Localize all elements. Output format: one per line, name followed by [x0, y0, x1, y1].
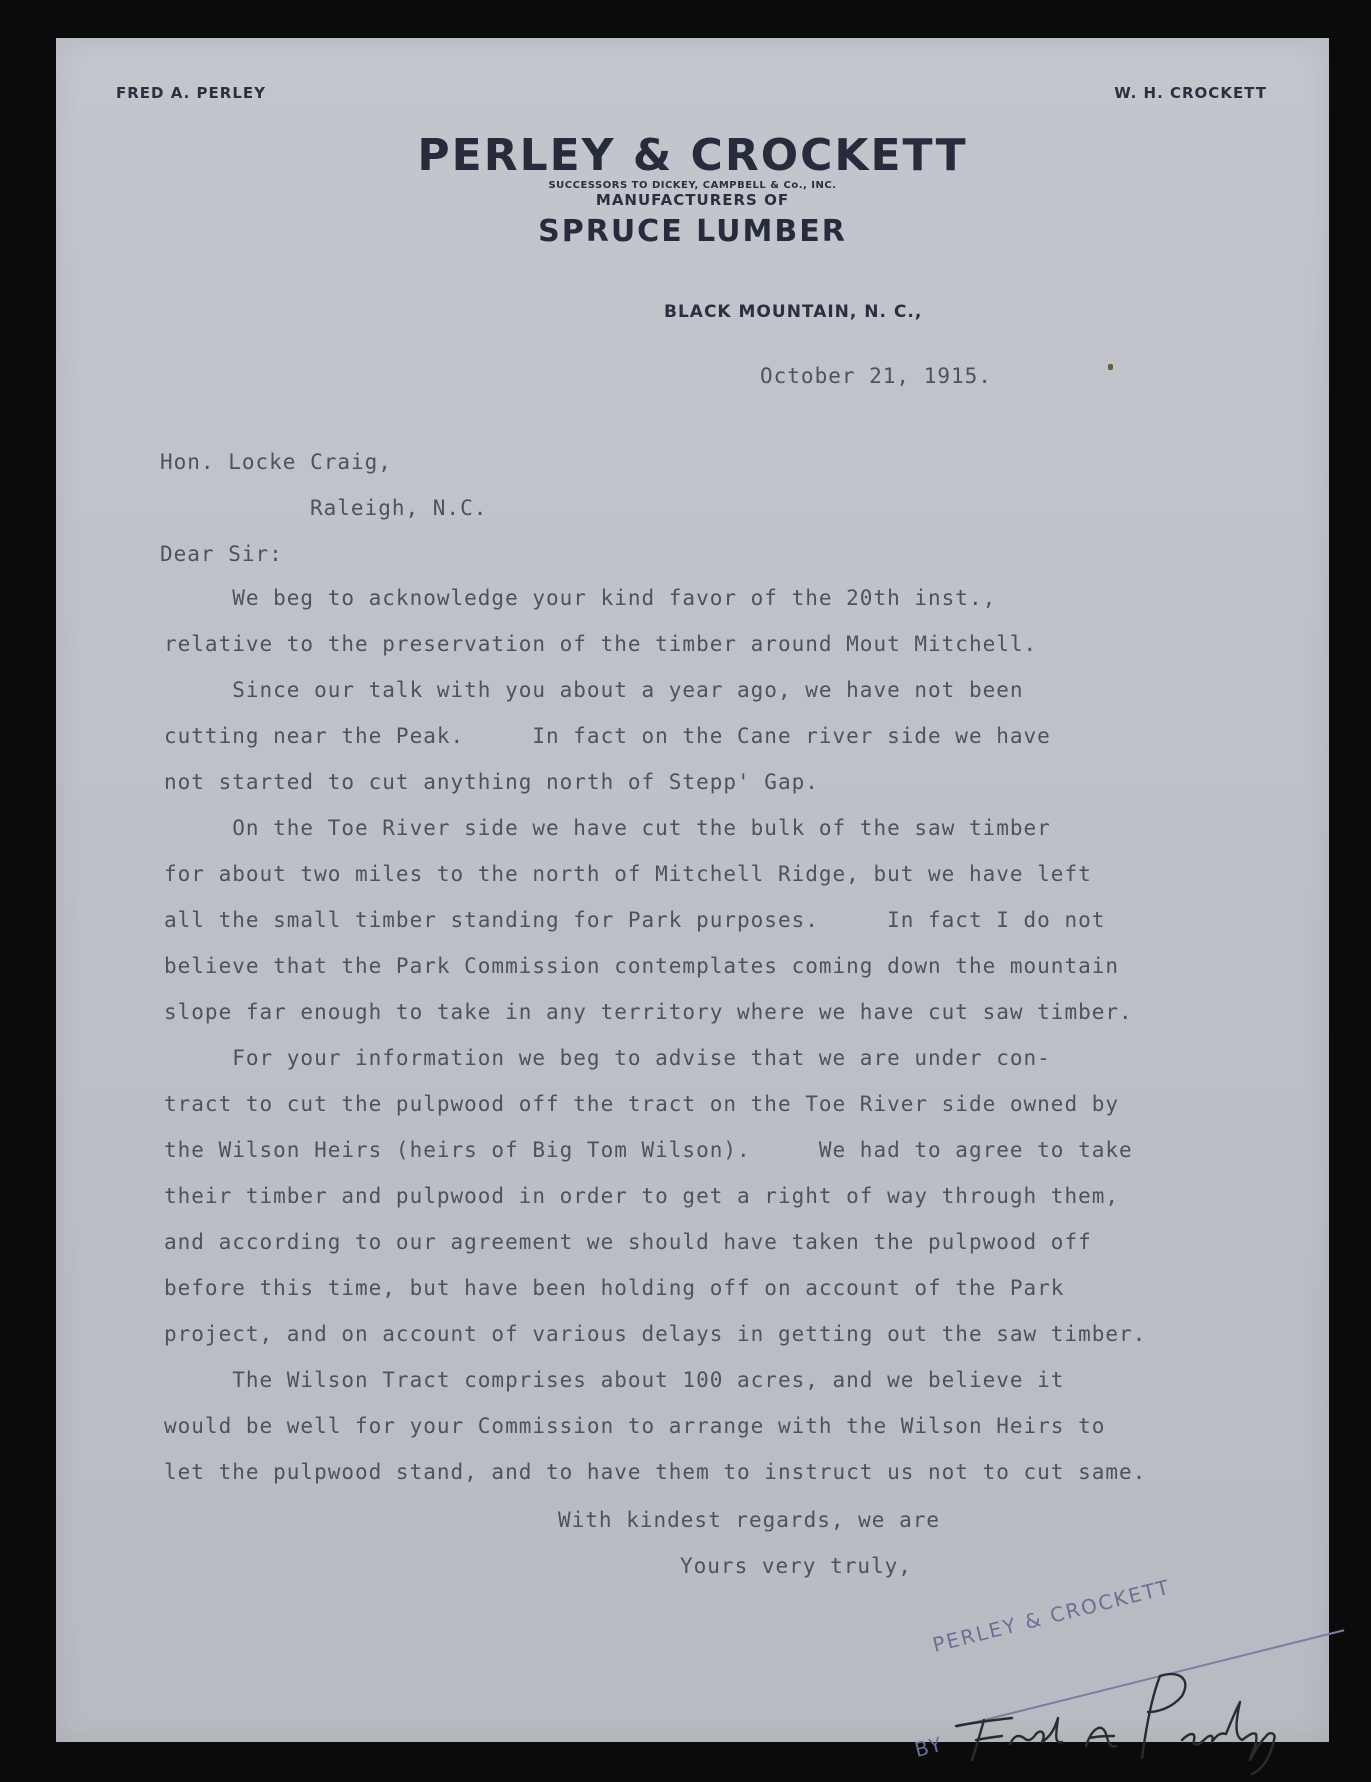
- body-line: for about two miles to the north of Mitchell Ridge, but we have left: [164, 862, 1092, 886]
- body-line: all the small timber standing for Park purposes. In fact I do not: [164, 908, 1106, 932]
- letter-page: [56, 38, 1329, 1762]
- handwritten-signature: [946, 1648, 1326, 1778]
- successors-line: SUCCESSORS TO DICKEY, CAMPBELL & Co., INC.: [548, 180, 837, 191]
- body-line: let the pulpwood stand, and to have them to instruct us not to cut same.: [164, 1460, 1147, 1484]
- body-line: would be well for your Commission to arrange with the Wilson Heirs to: [164, 1414, 1106, 1438]
- body-line: For your information we beg to advise that we are under con-: [164, 1046, 1051, 1070]
- closing-signoff: Yours very truly,: [680, 1554, 912, 1578]
- recipient-name: Hon. Locke Craig,: [160, 450, 392, 474]
- body-line: The Wilson Tract comprises about 100 acres, and we believe it: [164, 1368, 1065, 1392]
- recipient-city: Raleigh, N.C.: [310, 496, 488, 520]
- letterhead-city: BLACK MOUNTAIN, N. C.,: [664, 302, 923, 322]
- body-line: relative to the preservation of the timber around Mout Mitchell.: [164, 632, 1038, 656]
- body-line: On the Toe River side we have cut the bulk of the saw timber: [164, 816, 1051, 840]
- body-line: their timber and pulpwood in order to get a right of way through them,: [164, 1184, 1120, 1208]
- company-stamp: PERLEY & CROCKETT: [930, 1574, 1174, 1657]
- stamp-by: BY: [912, 1731, 946, 1762]
- body-line: We beg to acknowledge your kind favor of the 20th inst.,: [164, 586, 997, 610]
- body-line: project, and on account of various delays in getting out the saw timber.: [164, 1322, 1147, 1346]
- letter-date: October 21, 1915.: [760, 364, 992, 388]
- product-line: SPRUCE LUMBER: [538, 214, 847, 249]
- body-line: and according to our agreement we should have taken the pulpwood off: [164, 1230, 1092, 1254]
- body-line: cutting near the Peak. In fact on the Cane river side we have: [164, 724, 1051, 748]
- body-line: the Wilson Heirs (heirs of Big Tom Wilson). We had to agree to take: [164, 1138, 1133, 1162]
- body-line: Since our talk with you about a year ago, we have not been: [164, 678, 1024, 702]
- closing-regards: With kindest regards, we are: [558, 1508, 941, 1532]
- firm-name: PERLEY & CROCKETT: [417, 130, 968, 181]
- body-line: tract to cut the pulpwood off the tract on the Toe River side owned by: [164, 1092, 1120, 1116]
- body-line: slope far enough to take in any territory where we have cut saw timber.: [164, 1000, 1133, 1024]
- body-line: before this time, but have been holding off on account of the Park: [164, 1276, 1065, 1300]
- body-line: not started to cut anything north of Stepp' Gap.: [164, 770, 819, 794]
- partner-right-name: W. H. CROCKETT: [1114, 84, 1267, 102]
- manufacturers-line: MANUFACTURERS OF: [595, 191, 790, 209]
- ink-speck: [1108, 364, 1113, 370]
- salutation: Dear Sir:: [160, 542, 283, 566]
- partner-left-name: FRED A. PERLEY: [116, 84, 266, 102]
- body-line: believe that the Park Commission contemplates coming down the mountain: [164, 954, 1120, 978]
